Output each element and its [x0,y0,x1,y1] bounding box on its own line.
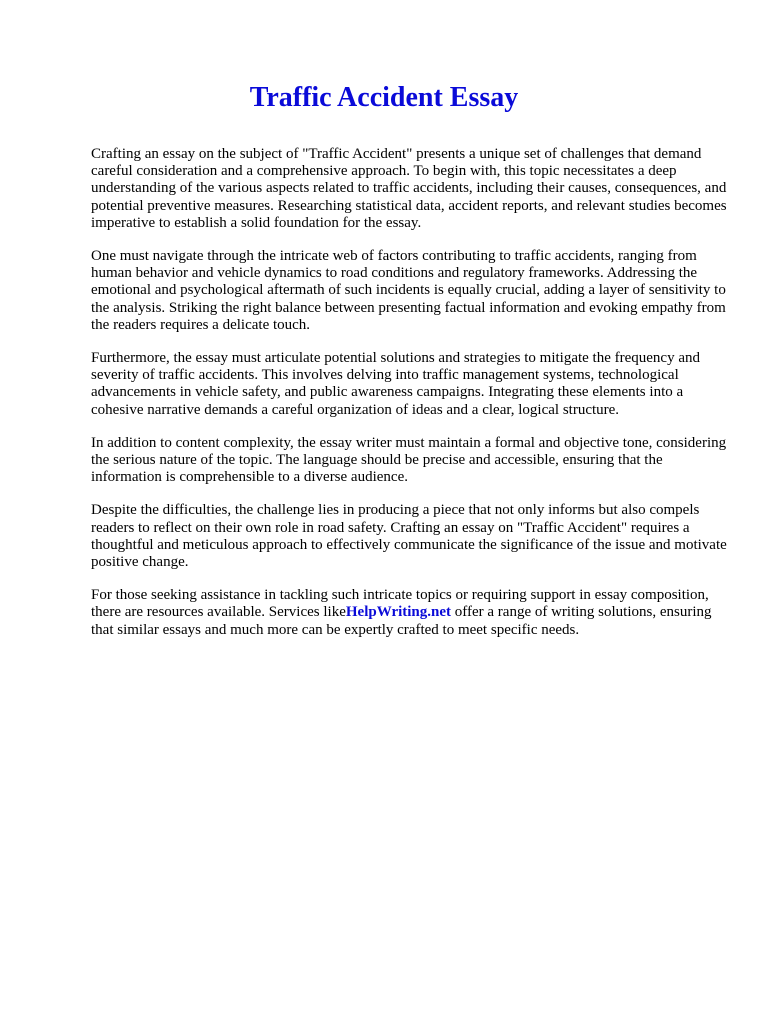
paragraph-6-text-before-link: For those seeking assistance in tackling such intricate topics or requiring support in essay composition, there are resources available. Services like [91,587,709,621]
paragraph-6-text-after-link: offer a range of writing solutions, ensuring that similar essays and much more can be expertly crafted to meet specific needs. [91,604,712,638]
paragraph-3: Furthermore, the essay must articulate potential solutions and strategies to mitigate the frequency and severity of traffic accidents. This involves delving into traffic management systems, technological advancements in vehicle safety, and public awareness campaigns. Integrating these elements into a cohesive narrative demands a careful organization of ideas and a clear, logical structure. [91,350,700,418]
paragraph-1: Crafting an essay on the subject of "Traffic Accident" presents a unique set of challenges that demand careful consideration and a comprehensive approach. To begin with, this topic necessitates a deep understanding of the various aspects related to traffic accidents, including their causes, consequences, and potential preventive measures. Researching statistical data, accident reports, and relevant studies becomes imperative to establish a solid foundation for the essay. [91,146,727,231]
helpwriting-link[interactable]: HelpWriting.net [345,604,452,621]
document-title: Traffic Accident Essay [249,82,519,113]
paragraph-6 [91,587,731,639]
paragraph-4: In addition to content complexity, the essay writer must maintain a formal and objective tone, considering the serious nature of the topic. The language should be precise and accessible, ensuring that the information is comprehensible to a diverse audience. [91,434,727,486]
paragraph-2: One must navigate through the intricate web of factors contributing to traffic accidents, ranging from human behavior and vehicle dynamics to road conditions and regulatory frameworks. Addressing the emotional and psychological aftermath of such incidents is equally crucial, adding a layer of sensitivity to the analysis. Striking the right balance between presenting factual information and evoking empathy from the readers requires a delicate touch. [91,248,726,333]
document-body [91,146,731,655]
paragraph-5: Despite the difficulties, the challenge lies in producing a piece that not only informs but also compels readers to reflect on their own role in road safety. Crafting an essay on "Traffic Accident" requires a thoughtful and meticulous approach to effectively communicate the significance of the issue and motivate positive change. [91,502,727,571]
